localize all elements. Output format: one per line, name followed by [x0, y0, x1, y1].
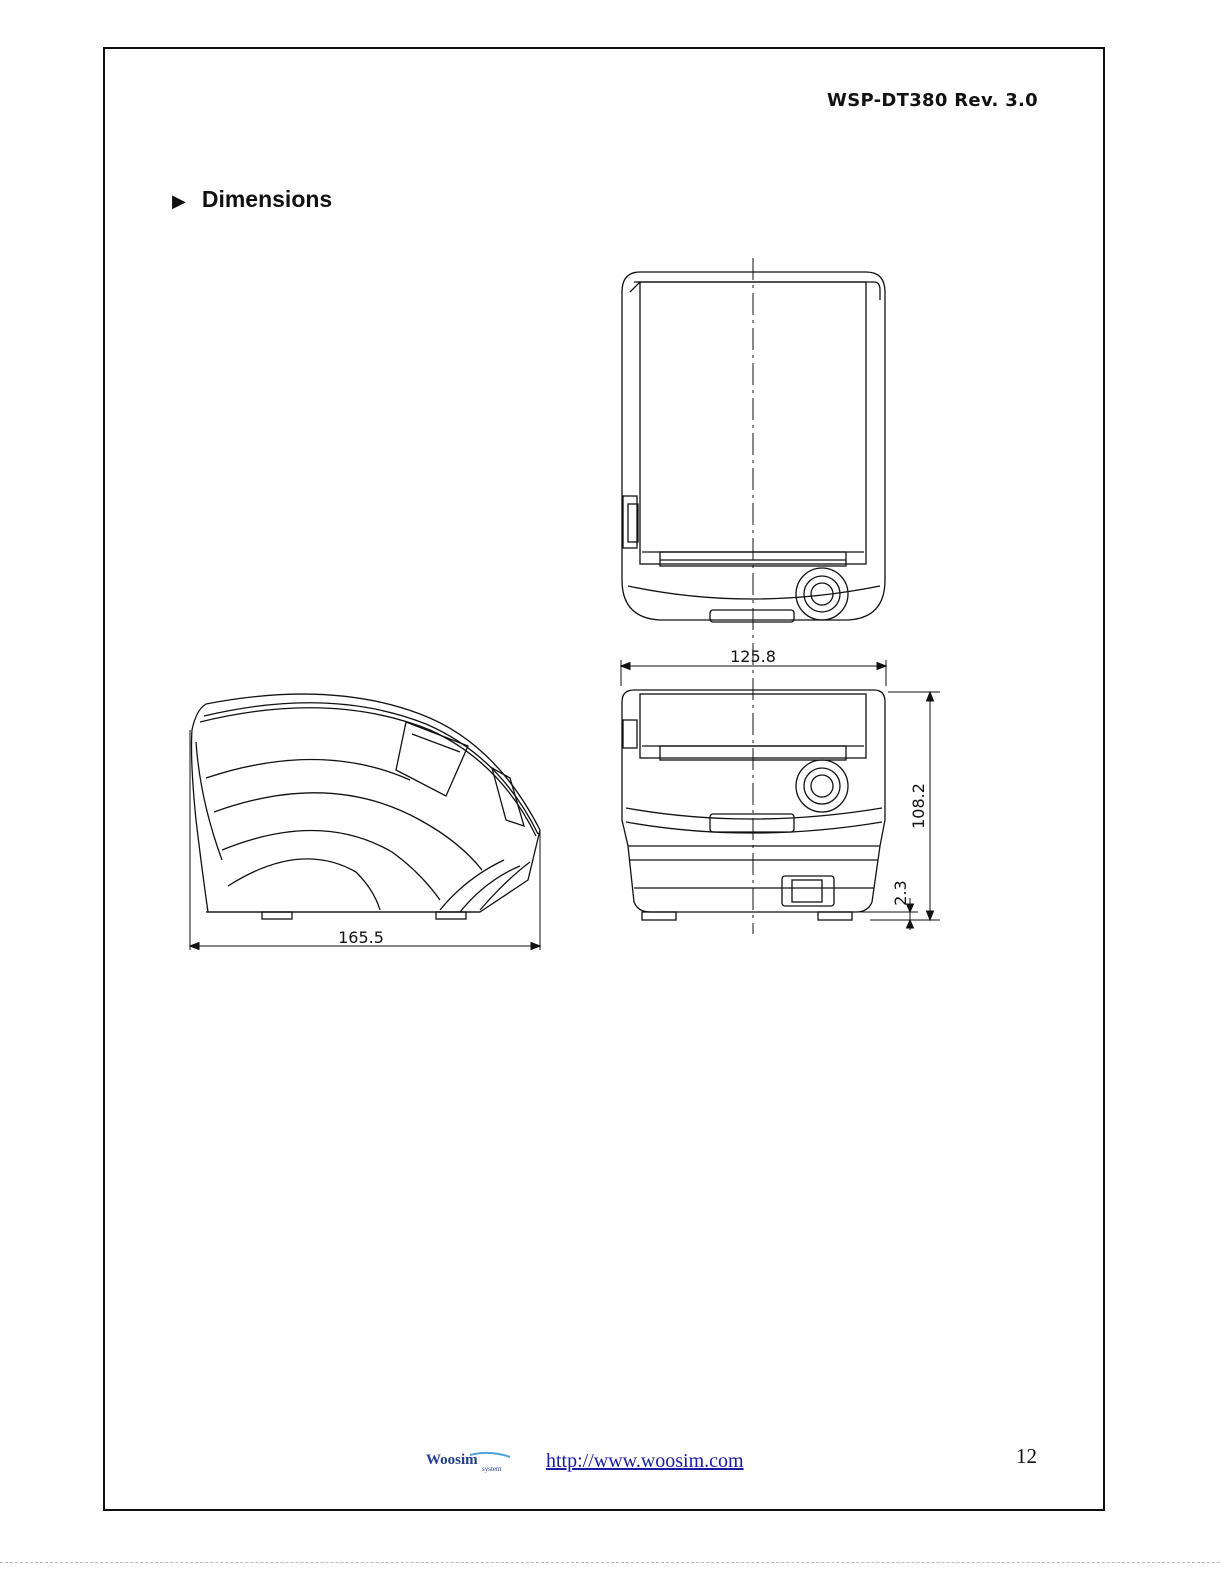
document-id: WSP-DT380 Rev. 3.0: [827, 90, 1038, 111]
printer-side-view: [192, 694, 541, 919]
depth-dimension-label: 165.5: [338, 928, 384, 947]
logo-text: Woosim: [426, 1452, 478, 1468]
bullet-arrow-icon: ▶: [172, 191, 186, 212]
bottom-dashed-rule: [0, 1562, 1220, 1563]
website-link[interactable]: http://www.woosim.com: [546, 1450, 744, 1472]
foot-dimension-label: 2.3: [891, 880, 910, 906]
height-dimension-label: 108.2: [909, 783, 928, 829]
woosim-logo: [424, 1449, 528, 1473]
logo-subtext: system: [482, 1465, 502, 1473]
width-dimension-label: 125.8: [730, 647, 776, 666]
page-number: 12: [1016, 1444, 1037, 1468]
section-title: Dimensions: [201, 186, 333, 212]
